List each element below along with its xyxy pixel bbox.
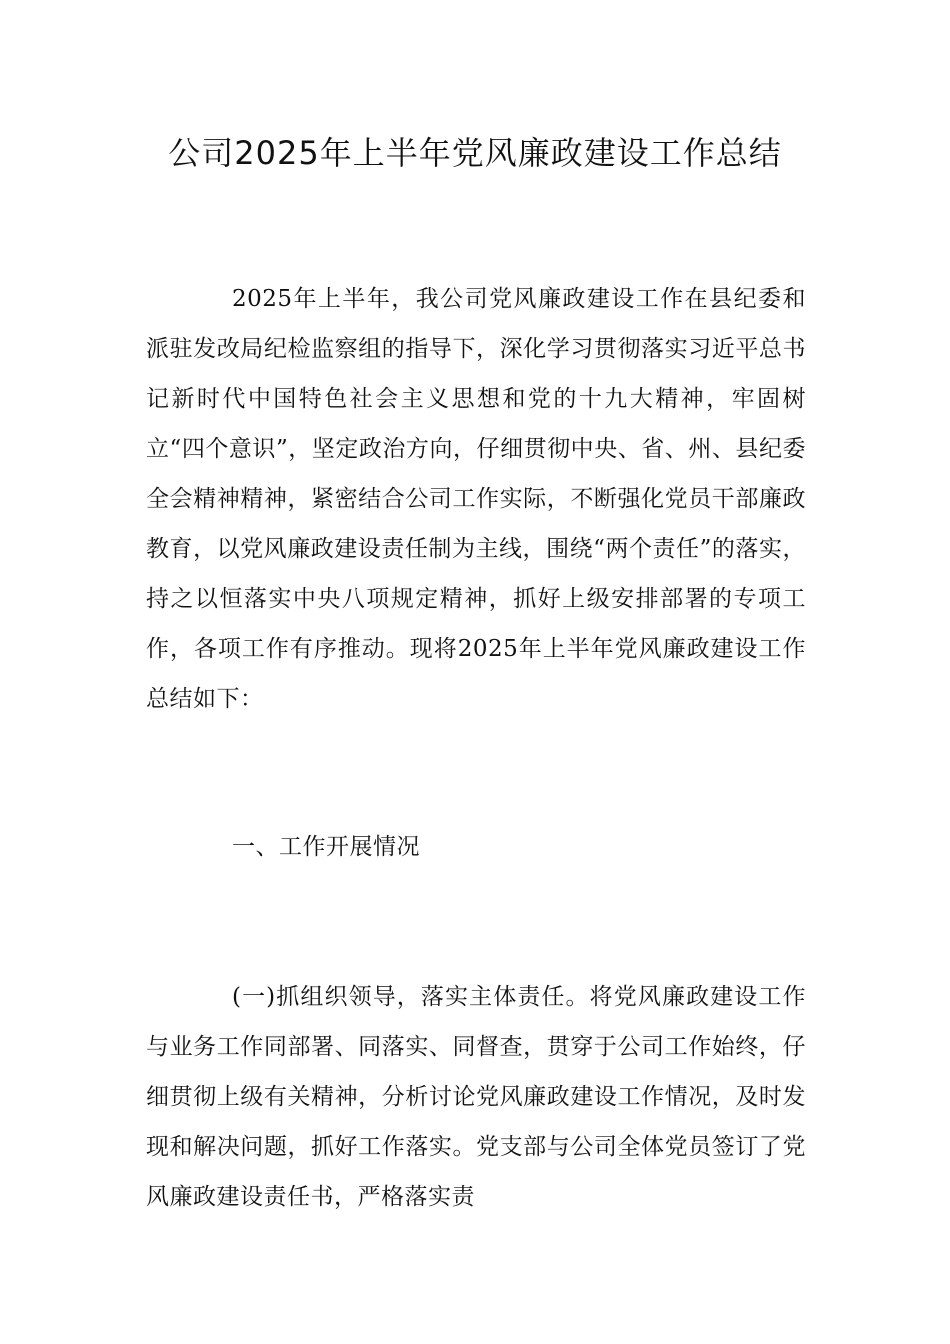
- document-title: 公司2025年上半年党风廉政建设工作总结: [168, 134, 782, 172]
- section-heading: 一、工作开展情况: [232, 834, 420, 860]
- body-paragraph: (一)抓组织领导，落实主体责任。将党风廉政建设工作与业务工作同部署、同落实、同督查，贯穿于公司工作始终，仔细贯彻上级有关精神，分析讨论党风廉政建设工作情况，及时发现和解决问题，抓好工作落实。党支部与公司全体党员签订了党风廉政建设责任书，严格落实责: [146, 984, 806, 1210]
- intro-paragraph: 2025年上半年，我公司党风廉政建设工作在县纪委和派驻发改局纪检监察组的指导下，深化学习贯彻落实习近平总书记新时代中国特色社会主义思想和党的十九大精神，牢固树立“四个意识”，坚定政治方向，仔细贯彻中央、省、州、县纪委全会精神精神，紧密结合公司工作实际，不断强化党员干部廉政教育，以党风廉政建设责任制为主线，围绕“两个责任”的落实，持之以恒落实中央八项规定精神，抓好上级安排部署的专项工作，各项工作有序推动。现将2025年上半年党风廉政建设工作总结如下：: [146, 286, 806, 712]
